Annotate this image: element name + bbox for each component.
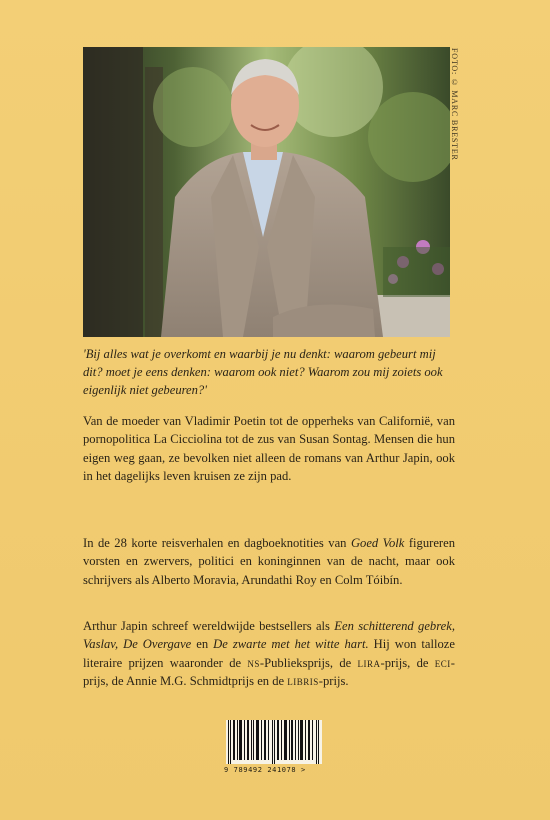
blurb-quote: 'Bij alles wat je overkomt en waarbij je nu denkt: waarom gebeurt mij dit? moet je eens denken: waarom ook niet? Waarom zou mij zoiets ook eigenlijk niet gebeuren?': [83, 347, 443, 397]
p3-text-f: -prijs, de Annie M.G. Schmidtprijs en de: [83, 655, 455, 689]
description-paragraph-1: Van de moeder van Vladimir Poetin tot de opperheks van Californië, van pornopolitica La Cicciolina tot de zus van Susan Sontag. Mensen die hun eigen weg gaan, ze bevolken niet alleen de romans van Arthur Japin, ook in het dagelijks leven kruisen ze zijn pad.: [83, 414, 455, 484]
libris-smallcaps: libris: [287, 674, 319, 689]
p3-text-b: en: [191, 637, 214, 652]
p3-text-g: -prijs.: [318, 674, 349, 689]
p3-text-e: -prijs, de: [380, 655, 435, 670]
p3-text-c: Hij won talloze literaire prijzen waaronder de: [83, 637, 455, 670]
isbn-number: 9 789492 241078 >: [224, 766, 306, 774]
titles-list-2: De zwarte met het witte hart.: [213, 637, 369, 652]
p2-text-b: figureren vorsten en zwervers, politici en koninginnen van de nacht, maar ook schrijvers als Alberto Moravia, Arundathi Roy en Colm Tóibín.: [83, 536, 455, 587]
author-photo: [83, 47, 450, 337]
barcode-bars: [226, 720, 322, 764]
p3-text-a: Arthur Japin schreef wereldwijde bestsellers als: [83, 619, 335, 633]
book-title: Goed Volk: [350, 536, 405, 550]
photo-credit: FOTO: © MARC BRESTER: [450, 48, 459, 161]
titles-list-1: Een schitterend gebrek, Vaslav, De Overgave: [83, 619, 455, 652]
p3-text-d: -Publieksprijs, de: [259, 655, 358, 670]
description-paragraph-2: [83, 534, 455, 589]
lira-smallcaps: lira: [357, 655, 381, 670]
author-bio-paragraph: [83, 617, 455, 691]
ns-smallcaps: ns: [247, 655, 260, 670]
isbn-barcode: [224, 720, 324, 780]
p2-text-a: In de 28 korte reisverhalen en dagboeknotities van: [83, 536, 351, 550]
eci-smallcaps: eci: [434, 655, 451, 670]
